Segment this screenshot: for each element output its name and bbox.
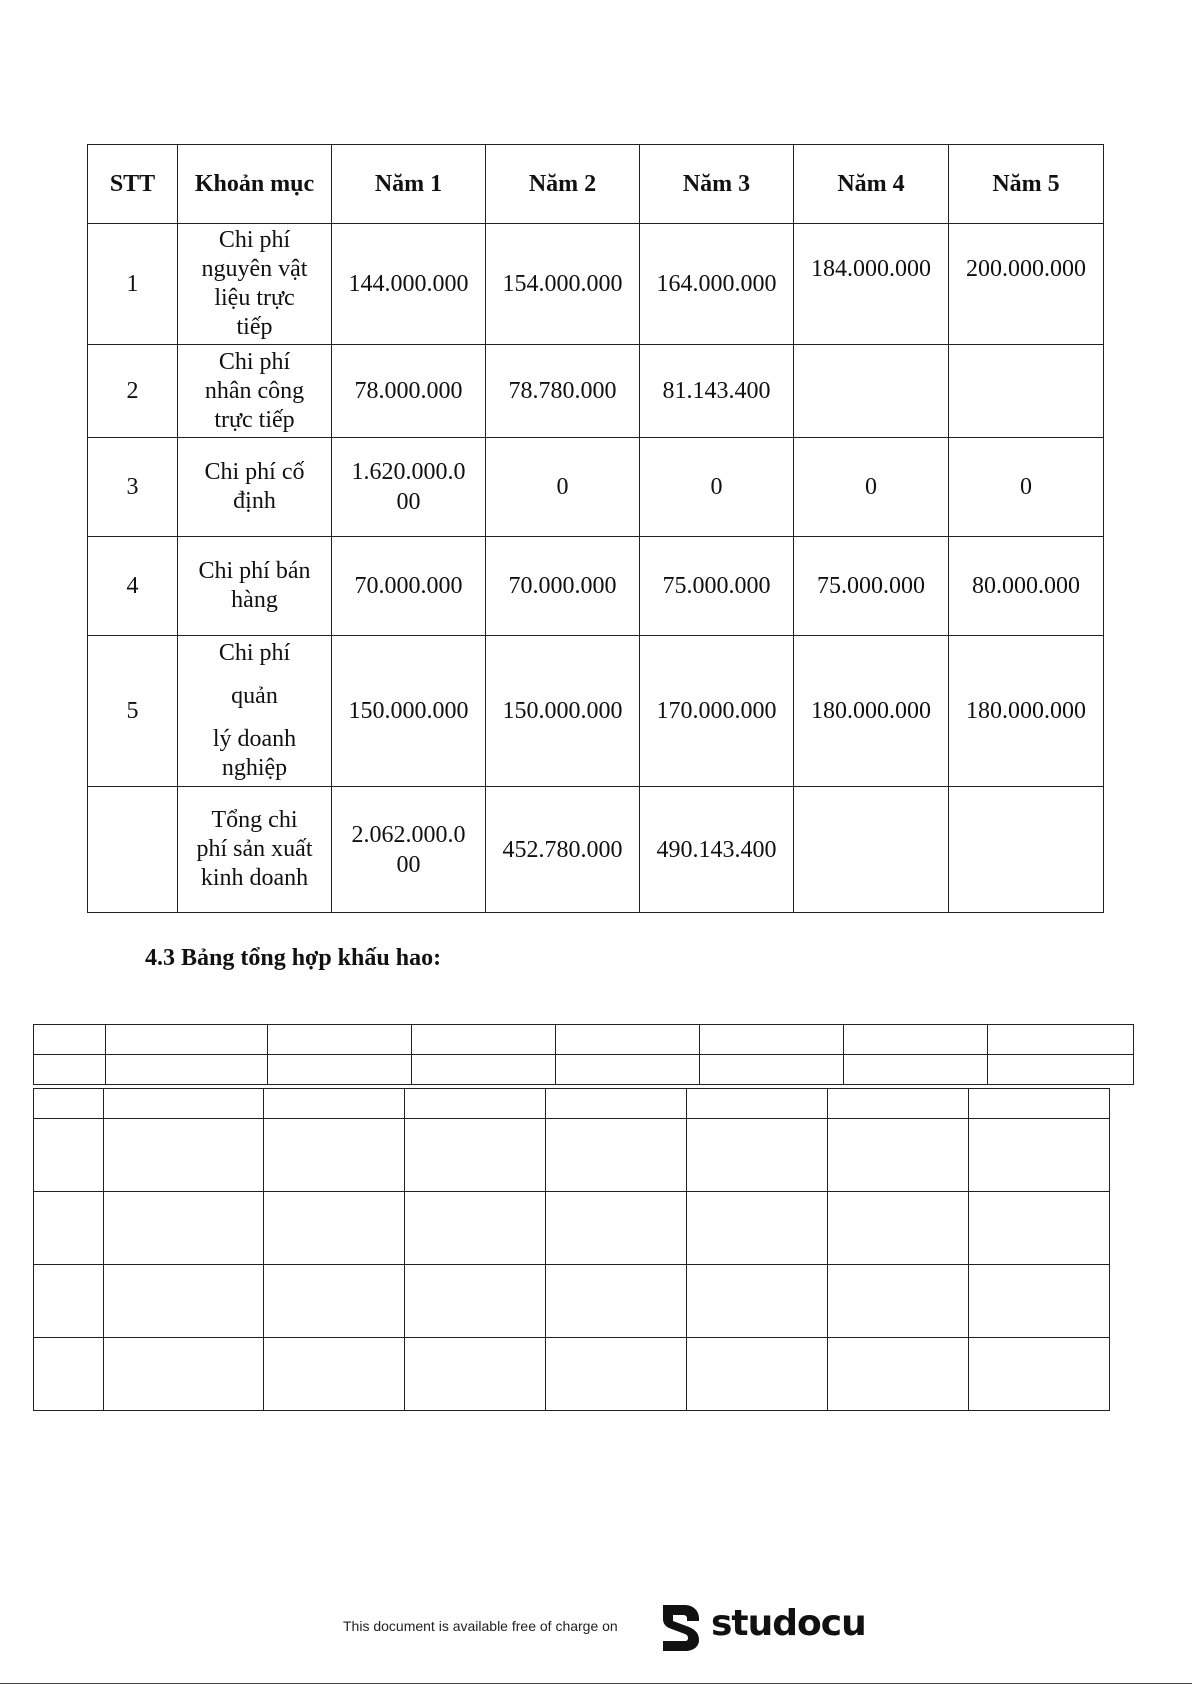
table-row [88, 224, 1104, 345]
value-line: 1.620.000.0 [351, 459, 466, 485]
item-line: định [233, 488, 276, 514]
cell-year-5: 180.000.000 [949, 636, 1104, 787]
cell-year-4: 75.000.000 [794, 537, 949, 636]
cell-stt: 5 [88, 636, 178, 787]
empty-cell [268, 1025, 412, 1055]
empty-cell [104, 1089, 264, 1119]
cell-year-2: 78.780.000 [486, 345, 640, 438]
cell-item [178, 636, 332, 787]
empty-cell [268, 1055, 412, 1085]
item-line: Chi phí cố [204, 459, 305, 485]
empty-cell [844, 1055, 988, 1085]
empty-cell [405, 1265, 546, 1338]
empty-cell [687, 1119, 828, 1192]
empty-cell [988, 1055, 1134, 1085]
table-row [88, 537, 1104, 636]
cell-year-5: 200.000.000 [949, 224, 1104, 345]
table-row [88, 636, 1104, 787]
item-line: phí sản xuất [196, 836, 313, 862]
item-line: nguyên vật [201, 256, 308, 282]
empty-cell [969, 1338, 1110, 1411]
empty-cell [828, 1338, 969, 1411]
cell-year-1: 78.000.000 [332, 345, 486, 438]
cell-year-3: 81.143.400 [640, 345, 794, 438]
cell-item [178, 438, 332, 537]
item-line: trực tiếp [214, 406, 295, 433]
item-line: nghiệp [221, 755, 288, 781]
footer-text: This document is available free of charge on [343, 1618, 618, 1634]
header-year-4: Năm 4 [794, 145, 949, 224]
item-line: nhân công [204, 377, 305, 404]
cell-item [178, 787, 332, 913]
empty-cell [969, 1265, 1110, 1338]
cell-year-1: 150.000.000 [332, 636, 486, 787]
empty-cell [104, 1338, 264, 1411]
cell-year-2: 154.000.000 [486, 224, 640, 345]
cell-stt [88, 787, 178, 913]
empty-cell [969, 1192, 1110, 1265]
item-line: Chi phí bán [198, 558, 311, 584]
cell-year-1: 70.000.000 [332, 537, 486, 636]
item-line: Chi phí [218, 348, 291, 375]
empty-row [34, 1265, 1110, 1338]
cell-year-5 [949, 345, 1104, 438]
empty-cell [104, 1265, 264, 1338]
empty-cell [546, 1265, 687, 1338]
table-row-total [88, 787, 1104, 913]
empty-cell [264, 1192, 405, 1265]
cell-item [178, 345, 332, 438]
item-line: Chi phí [218, 227, 291, 253]
item-line: hàng [231, 587, 278, 613]
header-item: Khoản mục [178, 145, 332, 224]
empty-cell [556, 1055, 700, 1085]
empty-cell [34, 1089, 104, 1119]
empty-cell [969, 1119, 1110, 1192]
empty-cell [405, 1192, 546, 1265]
empty-cell [34, 1055, 106, 1085]
empty-cell [687, 1265, 828, 1338]
cell-year-2: 150.000.000 [486, 636, 640, 787]
empty-cell [844, 1025, 988, 1055]
empty-cell [700, 1055, 844, 1085]
empty-cell [700, 1025, 844, 1055]
studocu-brand[interactable]: studocu [711, 1603, 866, 1644]
table-header-row [88, 145, 1104, 224]
empty-cell [828, 1119, 969, 1192]
empty-cell [34, 1338, 104, 1411]
empty-cell [687, 1338, 828, 1411]
empty-cell [412, 1025, 556, 1055]
empty-row [34, 1338, 1110, 1411]
cell-year-2: 70.000.000 [486, 537, 640, 636]
empty-cell [412, 1055, 556, 1085]
footer [0, 1598, 1192, 1658]
empty-cell [405, 1119, 546, 1192]
value-line: 00 [396, 489, 421, 515]
empty-cell [687, 1192, 828, 1265]
empty-cell [104, 1192, 264, 1265]
cell-year-4: 184.000.000 [794, 224, 949, 345]
cell-year-2: 452.780.000 [486, 787, 640, 913]
cell-year-5: 80.000.000 [949, 537, 1104, 636]
page-bottom-divider [0, 1683, 1192, 1684]
empty-cell [546, 1338, 687, 1411]
empty-cell [546, 1089, 687, 1119]
cell-year-1 [332, 787, 486, 913]
cell-year-3: 164.000.000 [640, 224, 794, 345]
empty-cell [106, 1055, 268, 1085]
item-line: liệu trực [214, 285, 295, 311]
cell-year-4 [794, 787, 949, 913]
empty-cell [264, 1338, 405, 1411]
cell-year-3: 170.000.000 [640, 636, 794, 787]
item-line: quản [231, 683, 278, 709]
header-year-5: Năm 5 [949, 145, 1104, 224]
cell-year-3: 490.143.400 [640, 787, 794, 913]
value-line: 2.062.000.0 [351, 821, 466, 848]
header-year-2: Năm 2 [486, 145, 640, 224]
item-line: kinh doanh [200, 865, 309, 891]
item-line: lý doanh [212, 726, 297, 752]
cell-year-5: 0 [949, 438, 1104, 537]
header-year-1: Năm 1 [332, 145, 486, 224]
empty-cell [34, 1192, 104, 1265]
cell-year-1: 144.000.000 [332, 224, 486, 345]
header-stt: STT [88, 145, 178, 224]
empty-row [34, 1025, 1134, 1055]
empty-cell [405, 1338, 546, 1411]
depreciation-table [33, 1088, 1110, 1411]
cell-year-5 [949, 787, 1104, 913]
cell-year-1 [332, 438, 486, 537]
empty-cell [546, 1119, 687, 1192]
empty-cell [556, 1025, 700, 1055]
cell-year-4: 180.000.000 [794, 636, 949, 787]
cell-year-4 [794, 345, 949, 438]
cell-stt: 2 [88, 345, 178, 438]
empty-cell [34, 1119, 104, 1192]
empty-cell [405, 1089, 546, 1119]
empty-row [34, 1119, 1110, 1192]
cell-year-3: 0 [640, 438, 794, 537]
cost-table [87, 144, 1104, 913]
cell-item [178, 224, 332, 345]
item-line: tiếp [236, 314, 273, 340]
section-heading: 4.3 Bảng tổng hợp khấu hao: [145, 945, 442, 971]
studocu-logo-icon[interactable] [659, 1603, 703, 1653]
item-line: Tổng chi [211, 807, 298, 833]
empty-cell [546, 1192, 687, 1265]
cell-item [178, 537, 332, 636]
cell-year-4: 0 [794, 438, 949, 537]
table-row [88, 438, 1104, 537]
cell-year-3: 75.000.000 [640, 537, 794, 636]
empty-cell [828, 1265, 969, 1338]
item-line: Chi phí [218, 640, 291, 666]
empty-row [34, 1192, 1110, 1265]
empty-cell [264, 1265, 405, 1338]
empty-row [34, 1089, 1110, 1119]
empty-cell [106, 1025, 268, 1055]
cell-stt: 1 [88, 224, 178, 345]
empty-cell [988, 1025, 1134, 1055]
cell-year-2: 0 [486, 438, 640, 537]
header-year-3: Năm 3 [640, 145, 794, 224]
empty-cell [34, 1025, 106, 1055]
value-line: 00 [396, 851, 421, 878]
empty-row [34, 1055, 1134, 1085]
cell-stt: 3 [88, 438, 178, 537]
empty-cell [828, 1192, 969, 1265]
empty-cell [264, 1089, 405, 1119]
empty-table-header [33, 1024, 1134, 1085]
empty-cell [969, 1089, 1110, 1119]
cell-stt: 4 [88, 537, 178, 636]
empty-cell [828, 1089, 969, 1119]
empty-cell [687, 1089, 828, 1119]
empty-cell [264, 1119, 405, 1192]
table-row [88, 345, 1104, 438]
empty-cell [34, 1265, 104, 1338]
empty-cell [104, 1119, 264, 1192]
